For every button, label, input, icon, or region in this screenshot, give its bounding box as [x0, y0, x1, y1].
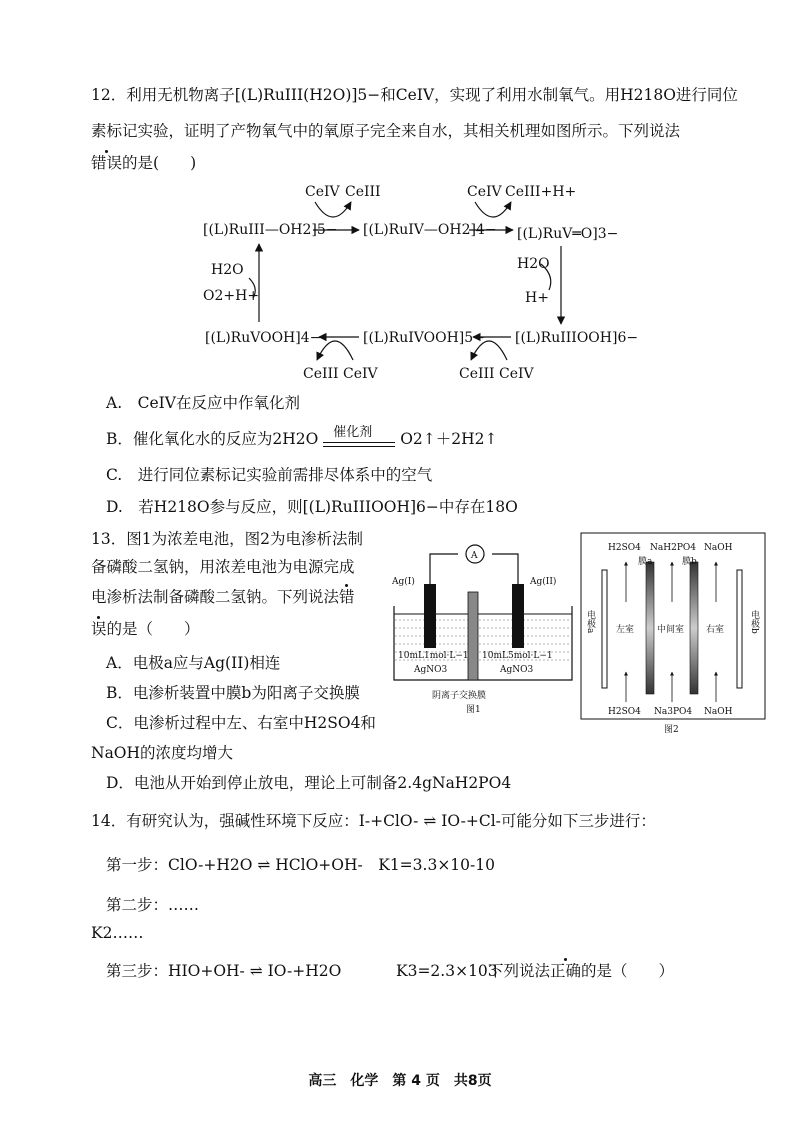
q14-question — [488, 960, 674, 982]
right-room-label: 右室 — [706, 625, 725, 635]
ag-i-label: Ag(I) — [392, 577, 415, 587]
q14-step1: 第一步：ClO-+H2O ⇌ HClO+OH- K1=3.3×10-10 — [106, 856, 495, 874]
q13-option-c: C．电渗析过程中左、右室中H2SO4和 — [106, 714, 376, 732]
electrode-ag-ii — [512, 584, 524, 648]
left-solution-name: AgNO3 — [414, 665, 448, 675]
diag-ce3-b: CeIII — [459, 366, 495, 382]
left-solution-conc: 10mL1mol·L−1 — [398, 651, 469, 661]
diag-n3: [(L)RuV═O]3− — [517, 226, 619, 242]
q13-line4-rest: 的是（ ） — [106, 620, 200, 638]
electrode-b-plate — [737, 570, 742, 688]
diag-hplus: H+ — [525, 290, 549, 306]
diag-n1: [(L)RuIII—OH2]5− — [203, 222, 338, 238]
q13-line3 — [91, 586, 355, 608]
top-naoh: NaOH — [704, 543, 733, 553]
q13-line2: 备磷酸二氢钠，用浓差电池为电源完成 — [91, 558, 355, 576]
q12-option-a: A. CeIV在反应中作氧化剂 — [106, 394, 300, 412]
diag-ce4-d: CeIV — [343, 366, 378, 382]
diag-ce3-c: CeIII — [303, 366, 339, 382]
page-footer: 高三 化学 第 4 页 共8页 — [308, 1073, 492, 1089]
electrode-ag-i — [424, 584, 436, 648]
q12-option-d: D. 若H218O参与反应，则[(L)RuIIIOOH]6−中存在18O — [106, 498, 518, 516]
meter-label: A — [471, 551, 478, 561]
catalyst-equals — [323, 425, 395, 450]
diag-ce4-c: CeIV — [499, 366, 534, 382]
diag-curl-1 — [315, 202, 351, 217]
q13-line4 — [91, 618, 200, 640]
q12-mechanism-diagram — [195, 172, 639, 387]
q13-option-b: B．电渗析装置中膜b为阳离子交换膜 — [106, 684, 360, 702]
electrode-a-plate — [602, 570, 607, 688]
fig2-caption: 图2 — [664, 725, 679, 735]
ag-ii-label: Ag(II) — [530, 577, 557, 587]
q14-k2: K2…… — [91, 924, 144, 942]
q12-option-b-products: O2↑＋2H2↑ — [400, 430, 498, 448]
membrane-label: 阴离子交换膜 — [432, 691, 487, 701]
q13-dotted-2: 误 — [91, 620, 107, 638]
q13-line3-text: 电渗析法制备磷酸二氢钠。下列说法 — [91, 588, 340, 606]
diag-ce3h: CeIII+H+ — [505, 184, 577, 200]
mid-room-label: 中间室 — [657, 625, 685, 635]
left-room-label: 左室 — [616, 625, 635, 635]
q12-option-b-text: B．催化氧化水的反应为2H2O — [106, 430, 319, 448]
q12-option-c: C. 进行同位素标记实验前需排尽体系中的空气 — [106, 466, 433, 484]
right-solution-conc: 10mL5mol·L−1 — [482, 651, 553, 661]
q12-line3 — [91, 152, 196, 174]
q14-line1: 14．有研究认为，强碱性环境下反应：I-+ClO- ⇌ IO-+Cl-可能分如下三步进行： — [91, 812, 656, 830]
q14-k3: K3=2.3×103 — [396, 962, 498, 980]
q13-line1: 13．图1为浓差电池，图2为电渗析法制 — [91, 530, 363, 548]
right-solution-name: AgNO3 — [500, 665, 534, 675]
diag-ce4-b: CeIV — [467, 184, 502, 200]
q14-question-post: 的是（ ） — [581, 962, 675, 980]
diag-ce4-a: CeIV — [305, 184, 340, 200]
diag-curl-2 — [475, 202, 511, 217]
q12-line2: 素标记实验，证明了产物氧气中的氧原子完全来自水，其相关机理如图所示。下列说法 — [91, 122, 681, 140]
diag-n5: [(L)RuIVOOH]5− — [363, 330, 485, 346]
q13-option-c-cont: NaOH的浓度均增大 — [91, 744, 234, 762]
diag-o2h: O2+H+ — [203, 288, 260, 304]
diag-curl-5 — [317, 341, 353, 360]
q14-question-pre: 下列说法 — [488, 962, 551, 980]
electrode-a-label: 电极a — [585, 610, 595, 634]
diag-n2: [(L)RuIV—OH2]4− — [363, 222, 497, 238]
electrode-b-label: 电极b — [749, 610, 759, 634]
membrane-a — [646, 562, 654, 694]
membrane-b-label: 膜b — [682, 557, 697, 567]
bottom-h2so4: H2SO4 — [608, 707, 641, 717]
catalyst-label: 催化剂 — [333, 425, 373, 440]
q13-option-a: A．电极a应与Ag(II)相连 — [106, 654, 281, 672]
diag-n6: [(L)RuVOOH]4− — [205, 330, 322, 346]
q12-line1: 12．利用无机物离子[(L)RuIII(H2O)]5−和CeIV，实现了利用水制氧气。用H218O进行同位 — [91, 86, 738, 104]
q12-option-b — [106, 425, 498, 450]
q14-step2: 第二步：…… — [106, 896, 200, 914]
q13-option-d: D．电池从开始到停止放电，理论上可制备2.4gNaH2PO4 — [106, 774, 512, 792]
top-h2so4: H2SO4 — [608, 543, 641, 553]
fig1-caption: 图1 — [466, 705, 481, 715]
q12-line3-rest: 的是( ) — [122, 154, 197, 172]
bottom-naoh: NaOH — [704, 707, 733, 717]
q12-dotted-word: 错误 — [91, 154, 123, 172]
q13-dotted-1: 错 — [339, 588, 355, 606]
diag-h2o-right: H2O — [517, 256, 550, 272]
diag-n4: [(L)RuIIIOOH]6− — [515, 330, 639, 346]
top-nah2po4: NaH2PO4 — [650, 543, 696, 553]
bottom-na3po4: Na3PO4 — [654, 707, 693, 717]
figure-1-concentration-cell — [390, 540, 580, 722]
q14-dotted-word: 正确 — [550, 962, 582, 980]
membrane-b — [690, 562, 698, 694]
membrane-a-label: 膜a — [638, 557, 653, 567]
diag-h2o-left: H2O — [211, 262, 244, 278]
q14-step3: 第三步：HIO+OH- ⇌ IO-+H2O — [106, 962, 342, 980]
anion-membrane — [468, 592, 478, 680]
diag-ce3-a: CeIII — [345, 184, 381, 200]
figure-2-electrodialysis — [580, 532, 768, 740]
